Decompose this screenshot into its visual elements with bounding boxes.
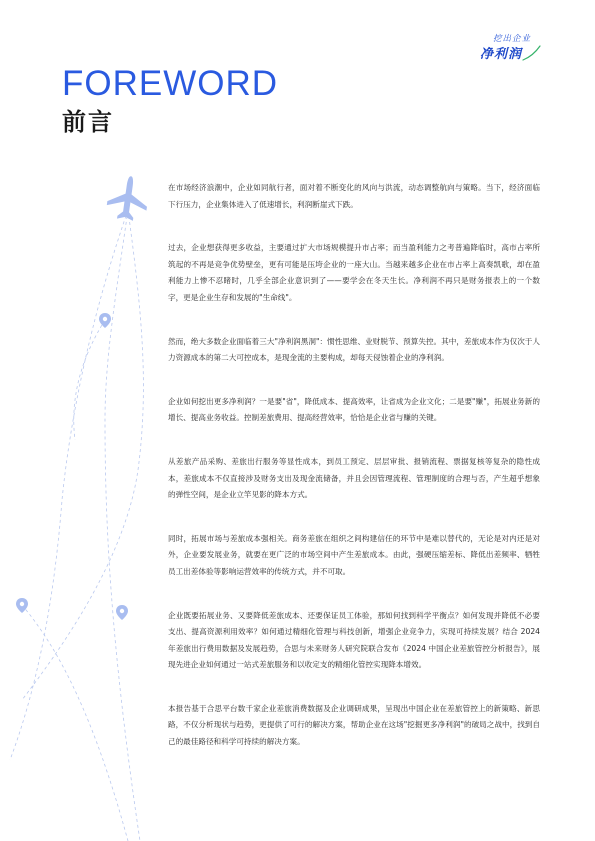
plane-icon <box>105 173 151 222</box>
paragraph: 过去，企业想获得更多收益，主要通过扩大市场规模提升市占率；而当盈利能力之考普遍降临时，高市占率所筑起的不再是竞争优势壁垒，更有可能是压垮企业的一座大山。当越来越多企业在市占率上高奏凯歌，却在盈利能力上惨不忍睹时，几乎全部企业意识到了——要学会在冬天生长。净利润不再只是财务报表上的一个数字，更是企业生存和发展的"生命线"。 <box>168 243 540 302</box>
paragraph: 在市场经济浪潮中，企业如同航行者，面对着不断变化的风向与洪流，动态调整航向与策略。当下，经济面临下行压力，企业集体进入了低速增长，利润断崖式下跌。 <box>168 183 540 209</box>
paragraph: 企业如何挖出更多净利润？一是要"省"，降低成本、提高效率，让省成为企业文化；二是要"赚"，拓展业务新的增长、提高业务收益。控制差旅费用、提高经营效率，恰恰是企业省与赚的关键。 <box>168 396 540 423</box>
paragraph: 同时，拓展市场与差旅成本强相关。商务差旅在组织之间构建信任的环节中是难以替代的，无论是对内还是对外，企业要发展业务，就要在更广泛的市场空间中产生差旅成本。由此，强硬压缩差标、降低出差频率、牺牲员工出差体验等影响运营效率的传统方式，并不可取。 <box>168 533 540 576</box>
location-pin-icon <box>116 605 128 620</box>
logo-name: 净利润 <box>480 47 523 62</box>
page-title-zh: 前言 <box>62 108 114 136</box>
location-pin-icon <box>99 313 111 328</box>
logo-tagline: 挖出企业 <box>493 34 532 44</box>
paragraph: 然而，绝大多数企业面临着三大"净利润黑洞"：惯性思维、业财脱节、预算失控。其中，差旅成本作为仅次于人力资源成本的第二大可控成本，是现金流的主要构成，却每天侵蚀着企业的净利润。 <box>168 336 540 363</box>
page-title-en: FOREWORD <box>62 64 279 103</box>
location-pin-icon <box>16 598 28 613</box>
paragraph: 从差旅产品采购、差旅出行服务等显性成本，到员工预定、层层审批、报销流程、票据复核等复杂的隐性成本，差旅成本不仅直接涉及财务支出及现金流储备，并且会因管理流程、管理制度的合理与否，产生超乎想象的弹性空间，是企业立竿见影的降本方式。 <box>168 456 540 500</box>
paragraph: 企业既要拓展业务、又要降低差旅成本、还要保证员工体验，那如何找到科学平衡点？如何发现并降低不必要支出、提高资源利用效率？如何通过精细化管理与科技创新，增强企业竞争力，实现可持续发展？结合 2024 年差旅出行费用数据及发展趋势，合思与未来财务人研究院联合发布《2024 中国企业差旅管控分析报告》，展现先进企业如何通过一站式差旅服务和以收定支的精细化管控实现降本增效。 <box>168 610 540 670</box>
foreword-body <box>168 180 540 778</box>
paragraph: 本报告基于合思平台数千家企业差旅消费数据及企业调研成果，呈现出中国企业在差旅管控上的新策略、新思路，不仅分析现状与趋势，更提供了可行的解决方案，帮助企业在这场"挖掘更多净利润"的破局之战中，找到自己的最佳路径和科学可持续的解决方案。 <box>168 703 540 747</box>
